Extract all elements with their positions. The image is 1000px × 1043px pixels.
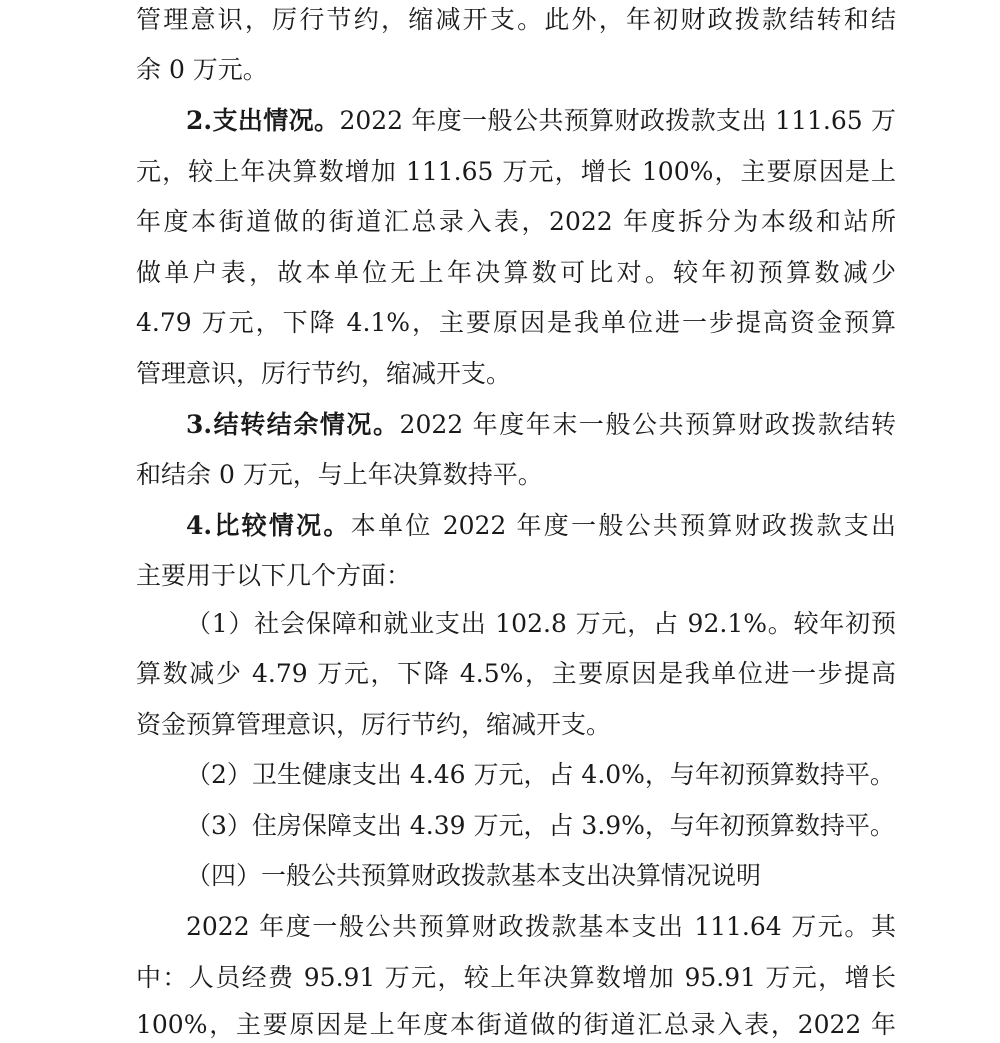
- line-text: （3）住房保障支出 4.39 万元，占 3.9%，与年初预算数持平。: [186, 811, 895, 840]
- paragraph-line: [136, 455, 896, 495]
- line-text: 100%，主要原因是上年度本街道做的街道汇总录入表，2022 年: [136, 1010, 896, 1039]
- line-text: 本单位 2022 年度一般公共预算财政拨款支出: [350, 511, 896, 540]
- paragraph-line: [136, 50, 896, 90]
- section-heading-line: [186, 101, 896, 141]
- line-text: 2022 年度年末一般公共预算财政拨款结转: [399, 410, 896, 439]
- line-text: （1）社会保障和就业支出 102.8 万元，占 92.1%。较年初预: [186, 609, 896, 638]
- paragraph-line: [136, 1005, 896, 1043]
- list-item-line: [186, 755, 896, 795]
- line-text: 做单户表，故本单位无上年决算数可比对。较年初预算数减少: [136, 258, 896, 287]
- line-text: （2）卫生健康支出 4.46 万元，占 4.0%，与年初预算数持平。: [186, 760, 895, 789]
- paragraph-line: [136, 654, 896, 694]
- line-text: 和结余 0 万元，与上年决算数持平。: [136, 460, 543, 489]
- paragraph-line: [136, 152, 896, 192]
- paragraph-line: [136, 202, 896, 242]
- paragraph-line: [186, 907, 896, 947]
- paragraph-line: [136, 253, 896, 293]
- line-text: 管理意识，厉行节约，缩减开支。此外，年初财政拨款结转和结: [136, 5, 896, 34]
- section-heading: 3.结转结余情况。: [186, 410, 400, 439]
- paragraph-line: [136, 556, 896, 596]
- section-heading-line: [186, 506, 896, 546]
- line-text: 2022 年度一般公共预算财政拨款基本支出 111.64 万元。其: [186, 912, 896, 941]
- paragraph-line: [136, 303, 896, 343]
- section-heading-line: [186, 405, 896, 445]
- line-text: 余 0 万元。: [136, 55, 268, 84]
- list-item-line: [186, 604, 896, 644]
- line-text: 2022 年度一般公共预算财政拨款支出 111.65 万: [339, 106, 896, 135]
- line-text: 资金预算管理意识，厉行节约，缩减开支。: [136, 710, 612, 739]
- subsection-heading-line: [186, 856, 896, 896]
- paragraph-line: [136, 354, 896, 394]
- paragraph-line: [136, 705, 896, 745]
- subsection-heading: （四）一般公共预算财政拨款基本支出决算情况说明: [186, 861, 762, 890]
- line-text: 主要用于以下几个方面：: [136, 561, 412, 590]
- section-heading: 2.支出情况。: [186, 106, 340, 135]
- line-text: 元，较上年决算数增加 111.65 万元，增长 100%，主要原因是上: [136, 157, 896, 186]
- section-heading: 4.比较情况。: [186, 511, 351, 540]
- line-text: 年度本街道做的街道汇总录入表，2022 年度拆分为本级和站所: [136, 207, 896, 236]
- line-text: 算数减少 4.79 万元，下降 4.5%，主要原因是我单位进一步提高: [136, 659, 896, 688]
- paragraph-line: [136, 958, 896, 998]
- line-text: 中：人员经费 95.91 万元，较上年决算数增加 95.91 万元，增长: [136, 963, 896, 992]
- paragraph-line: [136, 0, 896, 40]
- line-text: 4.79 万元，下降 4.1%，主要原因是我单位进一步提高资金预算: [136, 308, 896, 337]
- line-text: 管理意识，厉行节约，缩减开支。: [136, 359, 512, 388]
- list-item-line: [186, 806, 896, 846]
